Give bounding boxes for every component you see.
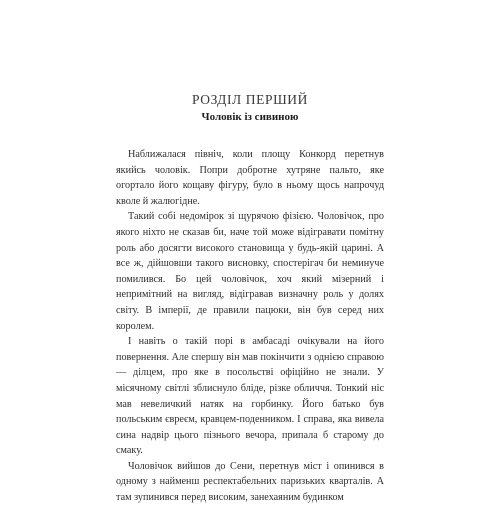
paragraph-1: Наближалася північ, коли площу Конкорд перетнув якийсь чоловік. Попри добротне хутряне пальто, яке огортало його кощаву фігуру, було в ньому щось напрочуд кволе й жалюгідне. — [116, 149, 384, 207]
paragraph-2: Такий собі недомірок зі щурячою фізією. Чоловічок, про якого ніхто не сказав би, наче той може відігравати помітну роль або досягти високого становища у будь-якій царині. А все ж, дійшовши такого висновку, спостерігач би неминуче помилився. Бо цей чоловічок, хоч який мізерний і непримітний на вигляд, відігравав визначну роль у долях світу. В імперії, де правили пацюки, він був серед них королем. — [116, 211, 384, 332]
paragraph-4: Чоловічок вийшов до Сени, перетнув міст і опинився в одному з найменш респектабельних паризьких кварталів. А там зупинився перед високим, занехаяним будинком — [116, 460, 384, 504]
chapter-body — [116, 147, 384, 506]
chapter-title: РОЗДІЛ ПЕРШИЙ — [191, 92, 309, 107]
paragraph-3: І навіть о такій порі в амбасаді очікували на його повернення. Але спершу він мав покінчити з однією справою — ділцем, про яке в посольстві офіційно не знали. У місячному світлі зблиснуло бліде, різке обличчя. Тонкий ніс мав невеличкий натяк на горбинку. Його батько був польським євреєм, кравцем-поденником. І справа, яка вивела сина надвір цього пізнього вечора, припала б старому до смаку. — [116, 336, 384, 457]
chapter-subtitle: Чоловік із сивиною — [201, 111, 299, 123]
